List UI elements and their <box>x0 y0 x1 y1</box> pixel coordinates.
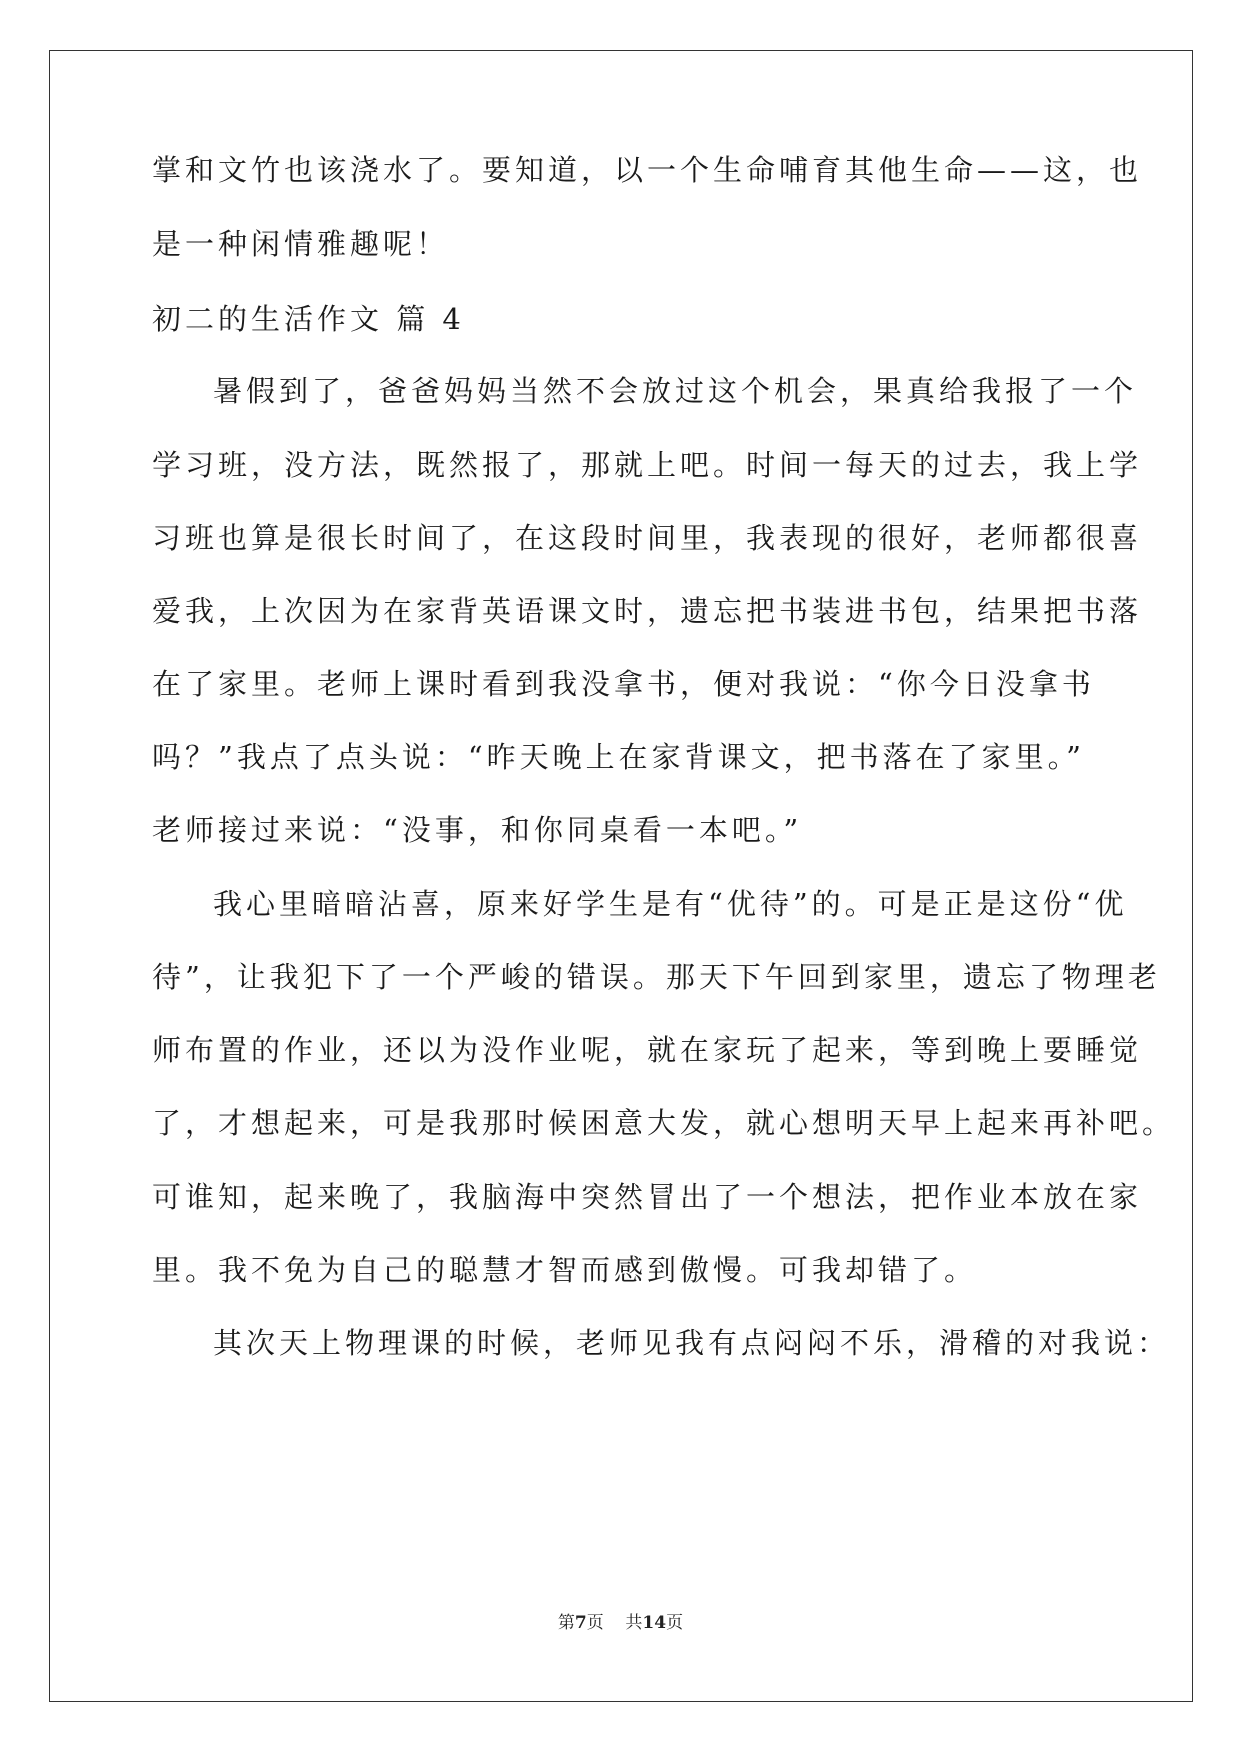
body-line: 我心里暗暗沾喜，原来好学生是有“优待”的。可是正是这份“优 <box>213 887 1128 921</box>
body-line: 了，才想起来，可是我那时候困意大发，就心想明天早上起来再补吧。 <box>152 1106 1176 1140</box>
page-prefix: 第 <box>557 1613 575 1633</box>
body-line: 爱我，上次因为在家背英语课文时，遗忘把书装进书包，结果把书落 <box>152 594 1143 628</box>
body-line: 暑假到了，爸爸妈妈当然不会放过这个机会，果真给我报了一个 <box>213 374 1138 408</box>
total-prefix: 共 <box>625 1613 643 1633</box>
total-pages: 14 <box>642 1613 667 1633</box>
page-number: 7 <box>574 1613 587 1633</box>
body-line: 是一种闲情雅趣呢！ <box>152 227 450 261</box>
body-line: 师布置的作业，还以为没作业呢，就在家玩了起来，等到晚上要睡觉 <box>152 1033 1143 1067</box>
body-line: 在了家里。老师上课时看到我没拿书，便对我说：“你今日没拿书 <box>152 667 1095 701</box>
page-suffix: 页 <box>586 1613 604 1633</box>
body-line: 老师接过来说：“没事，和你同桌看一本吧。” <box>152 813 803 847</box>
body-line: 里。我不免为自己的聪慧才智而感到傲慢。可我却错了。 <box>152 1253 978 1287</box>
total-suffix: 页 <box>666 1613 684 1633</box>
body-line: 其次天上物理课的时候，老师见我有点闷闷不乐，滑稽的对我说： <box>213 1326 1171 1360</box>
section-heading: 初二的生活作文 篇 4 <box>152 302 465 336</box>
body-line: 待”，让我犯下了一个严峻的错误。那天下午回到家里，遗忘了物理老 <box>152 960 1161 994</box>
body-line: 可谁知，起来晚了，我脑海中突然冒出了一个想法，把作业本放在家 <box>152 1180 1143 1214</box>
body-line: 学习班，没方法，既然报了，那就上吧。时间一每天的过去，我上学 <box>152 448 1143 482</box>
body-line: 吗？”我点了点头说：“昨天晚上在家背课文，把书落在了家里。” <box>152 740 1085 774</box>
body-line: 习班也算是很长时间了，在这段时间里，我表现的很好，老师都很喜 <box>152 521 1143 555</box>
body-line: 掌和文竹也该浇水了。要知道，以一个生命哺育其他生命——这，也 <box>152 153 1143 187</box>
page-border <box>49 50 1193 1702</box>
page-footer <box>0 1608 1241 1633</box>
